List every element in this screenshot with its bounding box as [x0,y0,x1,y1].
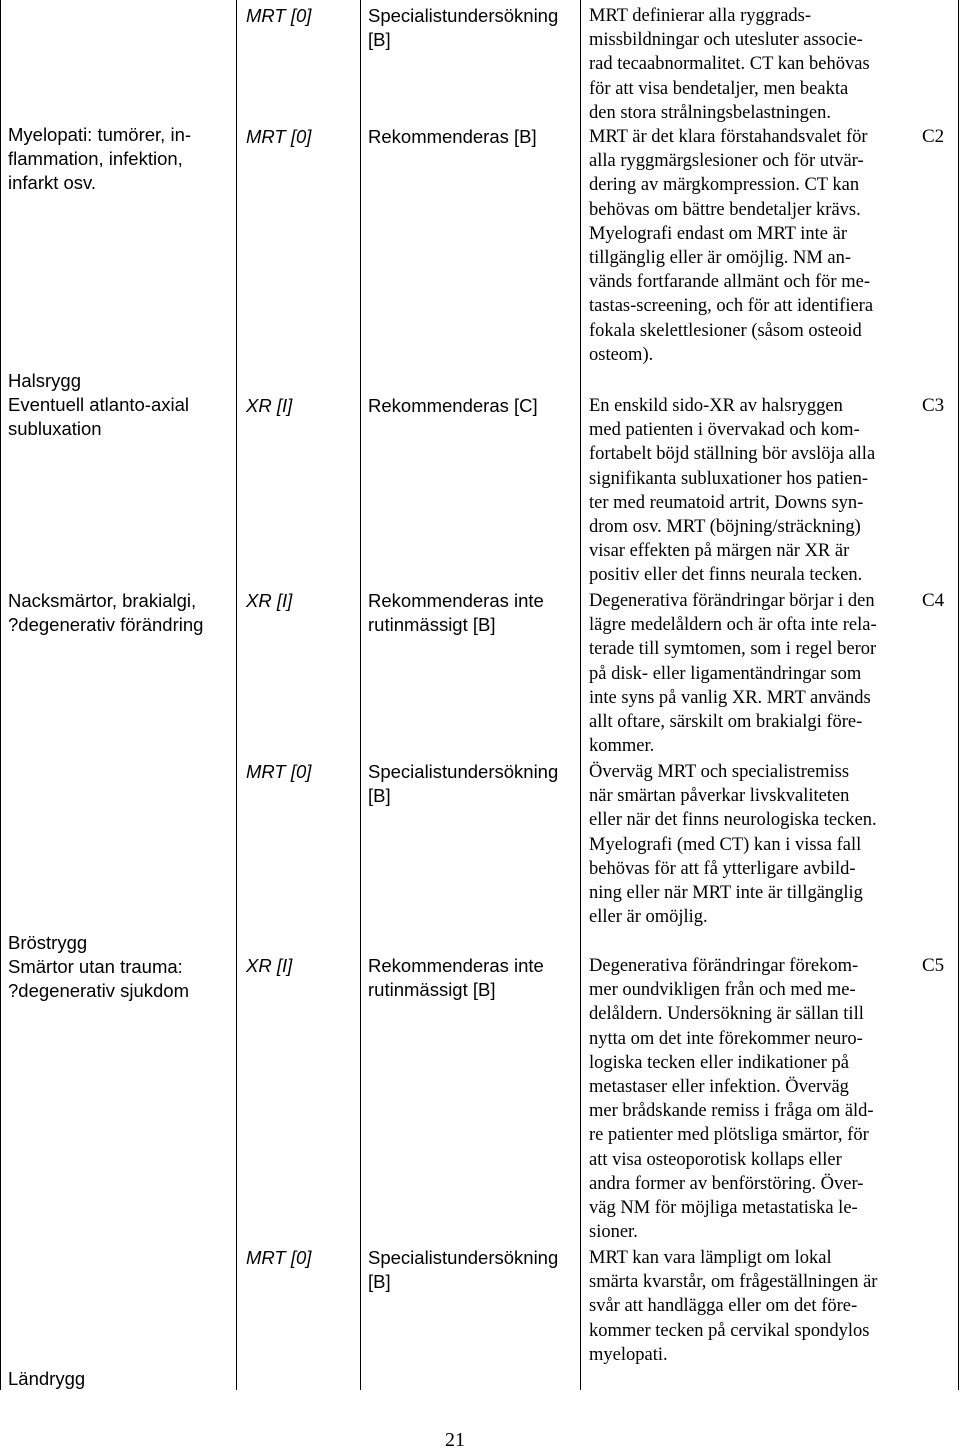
recommendation-row-3: Rekommenderas inte rutinmässigt [B] [368,590,544,636]
column-divider-2 [360,0,361,1390]
problem-brostrygg: Bröstrygg Smärtor utan trauma: ?degenerativ sjukdom [8,932,189,1002]
comment-row-5: Degenerativa förändringar förekom- mer oundvikligen från och med me- delåldern. Undersökning är sällan till nytta om det inte förekommer neuro- logiska tecken eller indikationer på metastaser eller infektion. Överväg mer brådskande remiss i fråga om äld- re patienter med plötsliga smärtor, för att visa osteoporotisk kollaps eller andra former av benförstöring. Över- väg NM för möjliga metastatiska le- sioner. [589,956,874,1243]
table-right-border [958,0,959,1390]
exam-row-4: MRT [0] [246,761,312,782]
problem-halsrygg: Halsrygg Eventuell atlanto-axial subluxation [8,370,189,440]
exam-row-6: MRT [0] [246,1247,312,1268]
recommendation-row-6: Specialistundersökning [B] [368,1247,559,1293]
exam-row-2: XR [I] [246,395,293,416]
recommendation-row-0: Specialistundersökning [B] [368,5,559,51]
column-divider-1 [236,0,237,1390]
code-row-2: C3 [922,395,945,416]
comment-row-1: MRT är det klara förstahandsvalet för alla ryggmärgslesioner och för utvär- dering av märgkompression. CT kan behövas om bättre bendetaljer krävs. Myelografi endast om MRT inte är tillgänglig eller är omöjlig. NM an- vänds fortfarande allmänt och för me- tastas-screening, och för att identifiera fokala skelettlesioner (såsom osteoid osteom). [589,127,874,365]
code-row-1: C2 [922,126,945,147]
exam-row-3: XR [I] [246,590,293,611]
problem-nacksmartor: Nacksmärtor, brakialgi, ?degenerativ förändring [8,590,204,636]
comment-row-6: MRT kan vara lämpligt om lokal smärta kvarstår, om frågeställningen är svår att handlägga eller om det före- kommer tecken på cervikal spondylos myelopati. [589,1248,878,1365]
recommendation-row-4: Specialistundersökning [B] [368,761,559,807]
problem-landrygg: Ländrygg [8,1368,86,1389]
code-row-5: C5 [922,955,945,976]
exam-row-0: MRT [0] [246,5,312,26]
comment-row-3: Degenerativa förändringar börjar i den lägre medelåldern och är ofta inte rela- terade till symtomen, som i regel beror på disk- eller ligamentändringar som inte syns på vanlig XR. MRT används allt oftare, särskilt om brakialgi före- kommer. [589,591,877,757]
table-left-border [0,0,1,1390]
comment-row-2: En enskild sido-XR av halsryggen med patienten i övervakad och kom- fortabelt böjd ställning bör avslöja alla signifikanta subluxationer hos patien- ter med reumatoid artrit, Downs syn- drom osv. MRT (böjning/sträckning) visar effekten på märgen när XR är positiv eller det finns neurala tecken. [589,396,876,586]
comment-row-4: Överväg MRT och specialistremiss när smärtan påverkar livskvaliteten eller när det finns neurologiska tecken. Myelografi (med CT) kan i vissa fall behövas för att få ytterligare avbild- ning eller när MRT inte är tillgänglig eller är omöjlig. [589,762,877,928]
exam-row-5: XR [I] [246,955,293,976]
column-divider-3 [580,0,581,1390]
exam-row-1: MRT [0] [246,126,312,147]
recommendation-row-2: Rekommenderas [C] [368,395,538,416]
problem-myelopati: Myelopati: tumörer, in- flammation, infektion, infarkt osv. [8,124,192,194]
recommendation-row-5: Rekommenderas inte rutinmässigt [B] [368,955,544,1001]
page-number: 21 [445,1429,465,1451]
recommendation-row-1: Rekommenderas [B] [368,126,537,147]
comment-row-0: MRT definierar alla ryggrads- missbildningar och utesluter associe- rad tecaabnormalitet. CT kan behövas för att visa bendetaljer, men beakta den stora strålningsbelastningen. [589,6,870,123]
code-row-3: C4 [922,590,945,611]
